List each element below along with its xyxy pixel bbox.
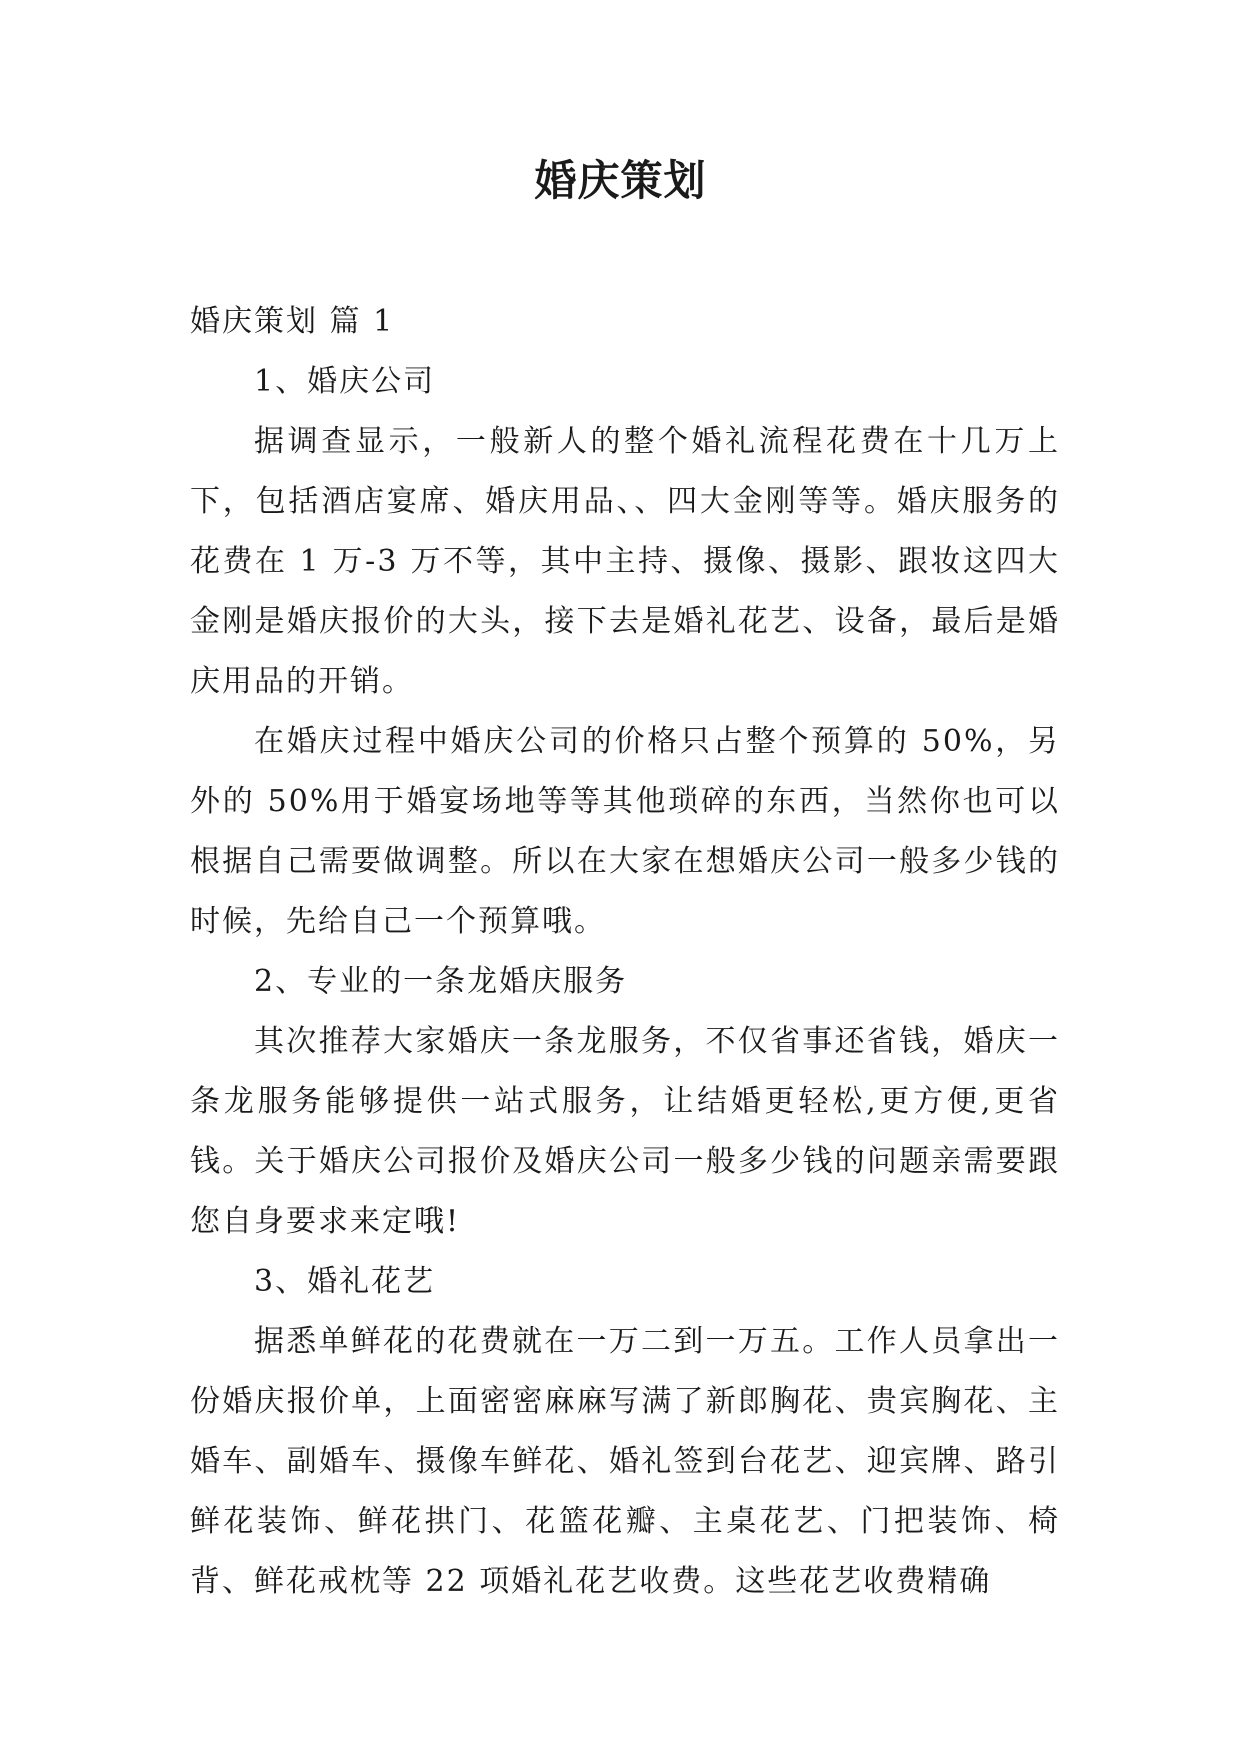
document-title: 婚庆策划: [534, 156, 707, 205]
paragraph-survey-costs: 据调查显示，一般新人的整个婚礼流程花费在十几万上下，包括酒店宴席、婚庆用品、、四大金刚等等。婚庆服务的花费在 1 万-3 万不等，其中主持、摄像、摄影、跟妆这四大金刚是婚庆报价的大头，接下去是婚礼花艺、设备，最后是婚庆用品的开销。: [190, 424, 1060, 699]
subheading-floral-art: 3、婚礼花艺: [254, 1264, 436, 1299]
paragraph-floral-costs: 据悉单鲜花的花费就在一万二到一万五。工作人员拿出一份婚庆报价单，上面密密麻麻写满了新郎胸花、贵宾胸花、主婚车、副婚车、摄像车鲜花、婚礼签到台花艺、迎宾牌、路引鲜花装饰、鲜花拱门、花篮花瓣、主桌花艺、门把装饰、椅背、鲜花戒枕等 22 项婚礼花艺收费。这些花艺收费精确: [190, 1324, 1060, 1599]
paragraph-budget-share: 在婚庆过程中婚庆公司的价格只占整个预算的 50%，另外的 50%用于婚宴场地等等其他琐碎的东西，当然你也可以根据自己需要做调整。所以在大家在想婚庆公司一般多少钱的时候，先给自己一个预算哦。: [190, 724, 1060, 939]
subheading-wedding-company: 1、婚庆公司: [254, 364, 436, 399]
section-heading: 婚庆策划 篇 1: [190, 304, 395, 339]
document-body: [190, 292, 1060, 1612]
paragraph-one-stop-service: 其次推荐大家婚庆一条龙服务，不仅省事还省钱，婚庆一条龙服务能够提供一站式服务，让结婚更轻松,更方便,更省钱。关于婚庆公司报价及婚庆公司一般多少钱的问题亲需要跟您自身要求来定哦!: [190, 1024, 1060, 1239]
subheading-one-stop-service: 2、专业的一条龙婚庆服务: [254, 964, 628, 999]
